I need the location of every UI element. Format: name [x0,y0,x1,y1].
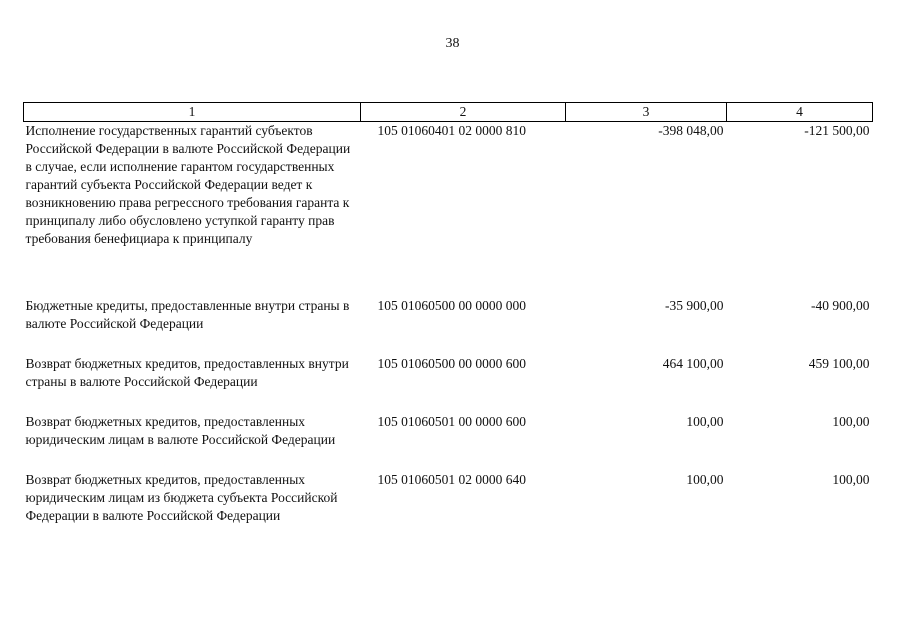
row-budget-code: 105 01060500 00 0000 600 [377,356,526,371]
table-row [24,297,873,355]
row-value-col3: 464 100,00 [662,356,724,371]
row-value-col4: -40 900,00 [811,298,870,313]
row-budget-code: 105 01060501 00 0000 600 [377,414,526,429]
row-value-col4: -121 500,00 [804,123,870,138]
row-value-col3: -35 900,00 [665,298,724,313]
row-value-col4: 100,00 [832,472,870,487]
table-row [24,471,873,543]
row-budget-code: 105 01060501 02 0000 640 [377,472,526,487]
table-header-row [24,103,873,122]
row-value-col3: -398 048,00 [658,123,724,138]
row-budget-code: 105 01060500 00 0000 000 [377,298,526,313]
row-description: Возврат бюджетных кредитов, предоставленных юридическим лицам в валюте Российской Федерации [25,414,336,447]
column-header-3: 3 [566,103,727,122]
row-description: Возврат бюджетных кредитов, предоставленных внутри страны в валюте Российской Федерации [25,356,349,389]
table-row [24,122,873,298]
page-number: 38 [445,36,460,51]
row-value-col4: 459 100,00 [808,356,870,371]
row-value-col3: 100,00 [686,472,724,487]
table-row [24,355,873,413]
row-value-col3: 100,00 [686,414,724,429]
row-description: Возврат бюджетных кредитов, предоставленных юридическим лицам из бюджета субъекта Российской Федерации в валюте Российской Федерации [25,472,338,523]
column-header-1: 1 [24,103,361,122]
table-row [24,413,873,471]
row-description: Исполнение государственных гарантий субъектов Российской Федерации в валюте Российской Федерации в случае, если исполнение гарантом государственных гарантий субъекта Российской Федерации ведет к возникновению права регрессного требования гаранта к принципалу либо обусловлено уступкой гаранту прав требования бенефициара к принципалу [25,123,351,246]
row-budget-code: 105 01060401 02 0000 810 [377,123,526,138]
column-header-2: 2 [361,103,566,122]
budget-sources-table [23,102,873,543]
row-value-col4: 100,00 [832,414,870,429]
row-description: Бюджетные кредиты, предоставленные внутри страны в валюте Российской Федерации [25,298,350,331]
column-header-4: 4 [727,103,873,122]
